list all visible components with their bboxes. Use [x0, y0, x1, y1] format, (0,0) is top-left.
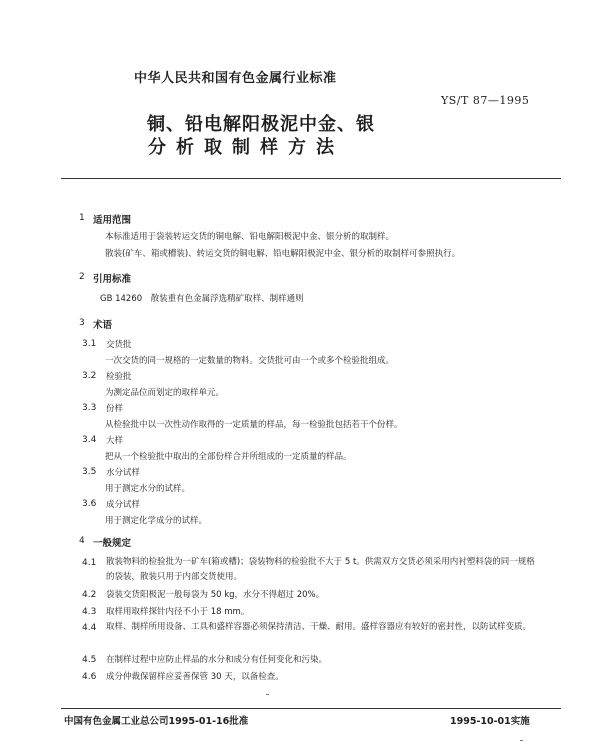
section-number: 1 — [79, 213, 85, 223]
term-name: 成分试样 — [106, 500, 141, 510]
section-title: 引用标准 — [93, 274, 132, 285]
approval-line: 中国有色金属工业总公司1995-01-16批准 — [64, 716, 249, 727]
header-divider — [61, 178, 561, 179]
clause-number: 4.3 — [82, 607, 97, 617]
term-definition: 为测定品位而划定的取样单元。 — [105, 388, 225, 398]
clause-text: 取样用取样探针内径不小于 18 mm。 — [106, 607, 250, 617]
clause-text: 成分仲裁保留样应妥善保管 30 天，以备检查。 — [106, 672, 284, 682]
term-definition: 从检验批中以一次性动作取得的一定质量的样品，每一检验批包括若干个份样。 — [105, 420, 403, 430]
section-number: 2 — [79, 272, 85, 282]
term-name: 大样 — [106, 436, 124, 446]
term-number: 3.3 — [82, 403, 97, 413]
section-number: 3 — [79, 318, 85, 328]
clause-number: 4.4 — [82, 623, 97, 633]
term-name: 检验批 — [106, 372, 132, 382]
term-number: 3.5 — [82, 467, 97, 477]
reference-item: GB 14260 散装重有色金属浮选精矿取样、制样通则 — [100, 294, 304, 304]
clause-number: 4.5 — [82, 655, 97, 665]
scan-speck — [266, 694, 269, 695]
footer-divider — [61, 708, 561, 709]
clause-number: 4.6 — [82, 672, 97, 682]
section-number: 4 — [79, 536, 85, 546]
term-name: 份样 — [106, 404, 124, 414]
term-definition: 一次交货的同一规格的一定数量的物料。交货批可由一个或多个检验批组成。 — [105, 356, 395, 366]
clause-number: 4.1 — [82, 558, 97, 568]
org-title: 中华人民共和国有色金属行业标准 — [134, 71, 337, 86]
standard-number: YS/T 87—1995 — [441, 94, 530, 107]
clause-text: 散装物料的检验批为一矿车(箱或槽)；袋装物料的检验批不大于 5 t。供需双方交货必须采用内衬塑料袋的同一规格的袋装，散装只用于内部交货使用。 — [106, 557, 535, 582]
document-title-line-1: 铜、铅电解阳极泥中金、银 — [147, 114, 375, 135]
clause-text: 取样、制样所用设备、工具和盛样容器必须保持清洁、干燥、耐用。盛样容器应有较好的密封性，以防试样变质。 — [106, 622, 532, 632]
section-title: 适用范围 — [93, 215, 132, 226]
section-title: 一般规定 — [93, 538, 132, 549]
section-title: 术语 — [93, 320, 113, 331]
term-number: 3.2 — [82, 371, 97, 381]
scan-speck — [520, 740, 523, 741]
term-number: 3.6 — [82, 499, 97, 509]
term-definition: 用于测定化学成分的试样。 — [105, 516, 208, 526]
term-name: 水分试样 — [106, 468, 141, 478]
term-definition: 用于测定水分的试样。 — [105, 484, 191, 494]
document-title-line-2: 分析取制样方法 — [148, 137, 344, 158]
term-number: 3.4 — [82, 435, 97, 445]
term-number: 3.1 — [82, 339, 97, 349]
clause-text: 袋装交货阳极泥一般每袋为 50 kg，水分不得超过 20%。 — [106, 590, 325, 600]
term-definition: 把从一个检验批中取出的全部份样合并所组成的一定质量的样品。 — [105, 452, 352, 462]
clause-text: 在制样过程中应防止样品的水分和成分有任何变化和污染。 — [106, 655, 328, 665]
paragraph: 散装(矿车、箱或槽装)、转运交货的铜电解、铅电解阳极泥中金、银分析的取制样可参照执行。 — [105, 249, 461, 259]
term-name: 交货批 — [106, 340, 132, 350]
effective-date-line: 1995-10-01实施 — [450, 716, 530, 727]
clause-number: 4.2 — [82, 590, 97, 600]
paragraph: 本标准适用于袋装转运交货的铜电解、铅电解阳极泥中金、银分析的取制样。 — [105, 232, 395, 242]
